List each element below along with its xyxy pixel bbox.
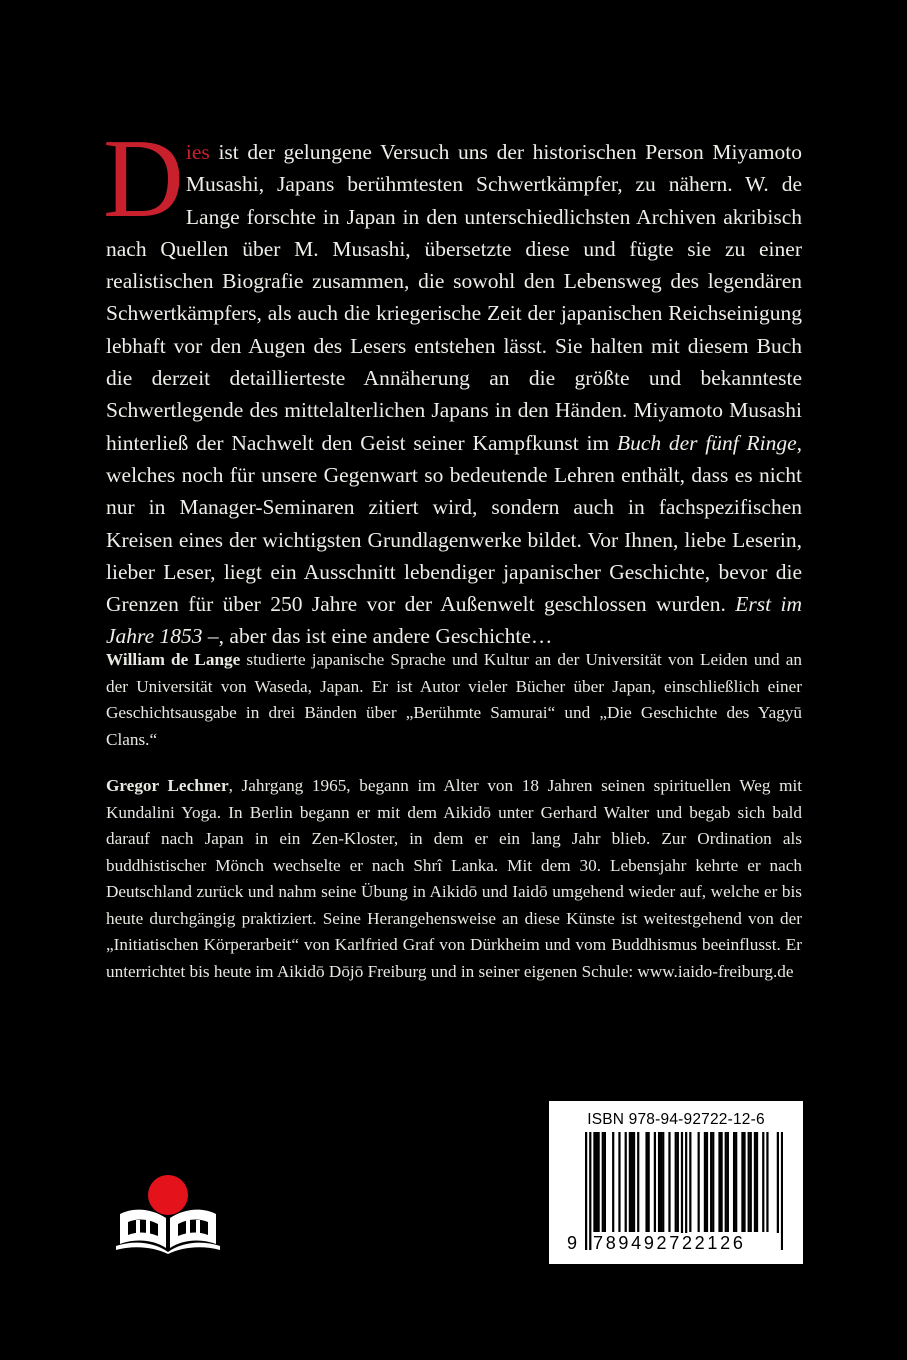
blurb-accent-text: ies	[185, 140, 210, 164]
barcode-bar	[743, 1132, 745, 1232]
author-name: William de Lange	[106, 650, 241, 669]
barcode-bar	[706, 1132, 708, 1232]
barcode-bar	[633, 1132, 635, 1232]
isbn-barcode	[549, 1101, 803, 1264]
blurb-closing: , aber das ist eine andere Geschichte…	[218, 624, 553, 649]
drop-cap: D	[103, 117, 184, 241]
barcode-bar	[585, 1132, 587, 1250]
barcode-bar	[625, 1132, 627, 1232]
ean-digits: 789492722126	[593, 1233, 779, 1254]
barcode-bar	[654, 1132, 656, 1232]
author-bio	[106, 647, 802, 753]
barcode-bar	[631, 1132, 633, 1232]
ean-first-digit: 9	[567, 1233, 578, 1253]
barcode-bar	[662, 1132, 664, 1232]
barcode-bar	[677, 1132, 679, 1232]
barcode-bar	[754, 1132, 756, 1232]
barcode-bar	[660, 1132, 662, 1232]
barcode-bar	[748, 1132, 750, 1232]
barcode-bar	[727, 1132, 729, 1232]
blurb-closing-italic: Erst im Jahre 1853 –	[106, 592, 802, 649]
blurb-text-b: , welches noch für unsere Gegenwart so bedeutende Lehren enthält, dass es nicht nur in Manager-Seminaren zitiert wird, sondern auch in fachspezifischen Kreisen eines der wichtigsten Grundlagenwerke bildet. Vor Ihnen, liebe Leserin, lieber Leser, liegt ein Ausschnitt lebendiger japanischer Geschichte, bevor die Grenzen für über 250 Jahre vor der Außenwelt geschlossen wurden.	[106, 430, 802, 617]
barcode-bar	[648, 1132, 650, 1232]
barcode-bar	[720, 1132, 722, 1232]
barcode-bar	[725, 1132, 727, 1232]
barcode-bar	[658, 1132, 660, 1232]
barcode-bar	[741, 1132, 743, 1232]
barcode-bar	[637, 1132, 639, 1232]
barcode-bar	[781, 1132, 783, 1250]
barcode-bar	[710, 1132, 712, 1232]
barcode-bar	[595, 1132, 597, 1232]
barcode-bar	[598, 1132, 600, 1232]
barcode-bar	[612, 1132, 614, 1232]
barcode-bar	[668, 1132, 670, 1232]
barcode-bar	[689, 1132, 691, 1232]
translator-name: Gregor Lechner	[106, 776, 229, 795]
barcode-bar	[733, 1132, 735, 1232]
publisher-logo	[114, 1172, 222, 1254]
barcode-bar	[766, 1132, 768, 1232]
open-book-with-red-sun-icon	[114, 1172, 222, 1254]
isbn-label: ISBN 978-94-92722-12-6	[587, 1111, 765, 1128]
barcode-bar	[762, 1132, 764, 1232]
barcode-bar	[629, 1132, 631, 1232]
barcode-bar	[712, 1132, 714, 1232]
barcode-bar	[698, 1132, 700, 1232]
book-title: Buch der fünf Ringe	[616, 430, 797, 455]
author-bio-text: studierte japanische Sprache und Kultur an der Universität von Leiden und an der Universität von Waseda, Japan. Er ist Autor vieler Bücher über Japan, einschließlich einer Geschichtsausgabe in drei Bänden über „Berühmte Samurai“ und „Die Geschichte des Yagyū Clans.“	[106, 650, 802, 749]
barcode-bar	[645, 1132, 647, 1232]
blurb-text-a: ist der gelungene Versuch uns der historischen Person Miyamoto Musashi, Japans berühmtesten Schwertkämpfer, zu nähern. W. de Lange forschte in Japan in den unterschiedlichsten Archiven akribisch nach Quellen über M. Musashi, übersetzte diese und fügte sie zu einer realistischen Biografie zusammen, die sowohl den Lebensweg des legendären Schwertkämpfers, als auch die kriegerische Zeit der japanischen Reichseinigung lebhaft vor den Augen des Lesers entstehen lässt. Sie halten mit diesem Buch die derzeit detaillierteste Annäherung an die größte und bekannteste Schwertlegende des mittelalterlichen Japans in den Händen. Miyamoto Musashi hinterließ der Nachwelt den Geist seiner Kampfkunst im	[106, 140, 802, 455]
translator-bio	[106, 773, 802, 985]
barcode-bar	[593, 1132, 595, 1232]
barcode-bar	[618, 1132, 620, 1232]
barcode-bar	[718, 1132, 720, 1232]
blurb-paragraph	[103, 117, 802, 653]
barcode-bar	[756, 1132, 758, 1232]
barcode-bar	[602, 1132, 604, 1232]
barcode-bar	[604, 1132, 606, 1232]
barcode-bar	[704, 1132, 706, 1232]
barcode-bar	[750, 1132, 752, 1232]
barcode-bar	[675, 1132, 677, 1232]
translator-bio-text: , Jahrgang 1965, begann im Alter von 18 Jahren seinen spirituellen Weg mit Kundalini Yoga. In Berlin begann er mit dem Aikidō unter Gerhard Walter und begab sich bald darauf nach Japan in ein Zen-Kloster, in dem er ein lang Jahr blieb. Zur Ordination als buddhistischer Mönch wechselte er nach Shrî Lanka. Mit dem 30. Lebensjahr kehrte er nach Deutschland zurück und nahm seine Übung in Aikidō und Iaidō umgehend wieder auf, welche er bis heute durchgängig praktiziert. Seine Herangehensweise an diese Künste ist weitestgehend von der „Initiatischen Körperarbeit“ von Karlfried Graf von Dürkheim und vom Buddhismus beeinflusst. Er unterrichtet bis heute im Aikidō Dōjō Freiburg und in seiner eigenen Schule: www.iaido-freiburg.de	[106, 776, 802, 981]
barcode-bar	[589, 1132, 591, 1250]
barcode-bar	[735, 1132, 737, 1232]
